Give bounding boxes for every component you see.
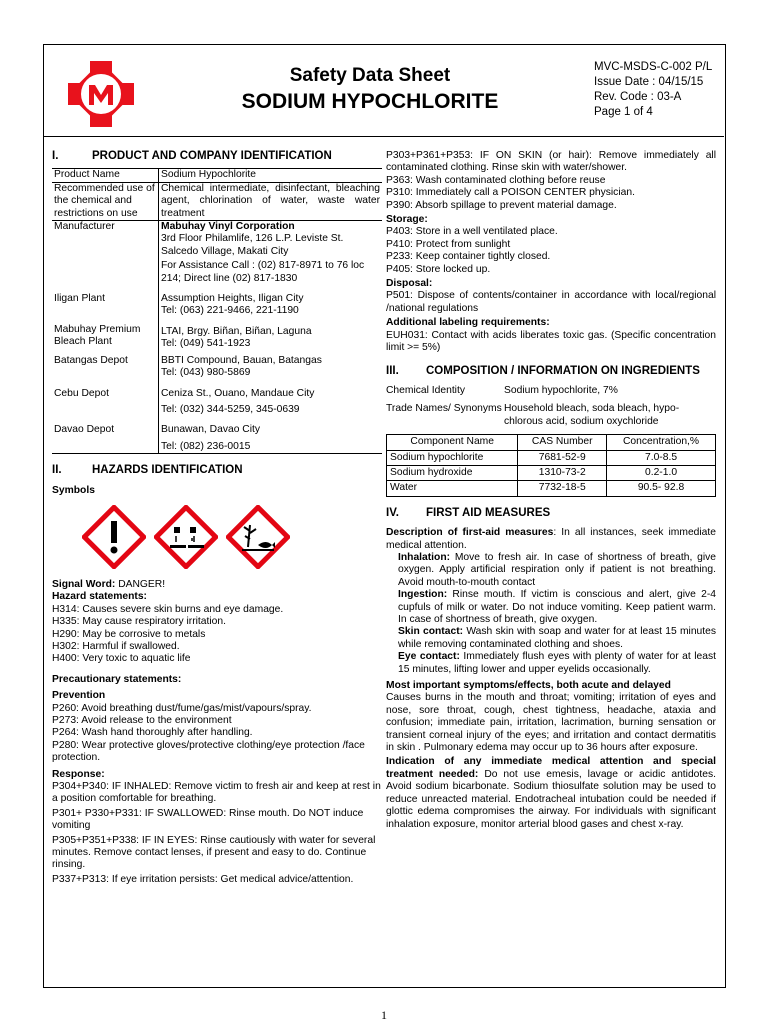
trade-names: Household bleach, soda bleach, hypo-chlorous acid, sodium oxychloride — [504, 403, 680, 427]
list-item: P405: Store locked up. — [386, 263, 491, 275]
list-item: P337+P313: If eye irritation persists: Get medical advice/attention. — [52, 873, 354, 885]
section-3-heading: III. COMPOSITION / INFORMATION ON INGREDIENTS — [386, 364, 700, 377]
table-row: Sodium hypochlorite 7681-52-9 7.0-8.5 — [387, 450, 716, 465]
list-item: P273: Avoid release to the environment — [52, 715, 232, 726]
medical-attention-text: Do not use emesis, lavage or acidic antidotes. Avoid sodium bicarbonate. Sodium thiosulfate solution may be used to reduce unreacted material. Endotracheal intubation could be needed if glottic edema compromises the airway. For individuals with significant inhalation exposure, monitor arterial blood gases and chest x-ray. — [386, 768, 716, 830]
list-item: H290: May be corrosive to metals — [52, 628, 206, 640]
first-aid-label: Description of first-aid measures — [386, 527, 554, 539]
symbols-label: Symbols — [52, 484, 95, 496]
list-item: P303+P361+P353: IF ON SKIN (or hair): Remove immediately all contaminated clothing. Rinse skin with water/shower. — [386, 150, 716, 174]
list-item: P410: Protect from sunlight — [386, 238, 511, 250]
table-row: Iligan Plant Assumption Heights, Iligan City Tel: (063) 221-9466, 221-1190 — [52, 285, 382, 318]
issue-date: Issue Date : 04/15/15 — [594, 76, 704, 88]
list-item: P304+P340: IF INHALED: Remove victim to fresh air and keep at rest in a position comfortable for breathing. — [52, 781, 381, 805]
list-item: P264: Wash hand thoroughly after handling. — [52, 727, 253, 739]
list-item: P390: Absorb spillage to prevent material damage. — [386, 199, 617, 211]
page-indicator: Page 1 of 4 — [594, 106, 653, 118]
symptoms-text: Causes burns in the mouth and throat; vomiting; irritation of eyes and nose, sore throat, cough, chest tightness, headache, ataxia and confusion; immediate pain, irritation, lacrimation, burning sensation or transient corneal injury of the eyes; and irritation and contact dermatitis in skin . Pulmonary edema may occur up to 36 hours after exposure. — [386, 692, 716, 754]
table-row: Sodium hydroxide 1310-73-2 0.2-1.0 — [387, 465, 716, 480]
signal-word: DANGER! — [118, 578, 166, 590]
composition-table — [386, 434, 716, 497]
list-item: H302: Harmful if swallowed. — [52, 640, 180, 652]
table-row: Cebu Depot Ceniza St., Ouano, Mandaue City Tel: (032) 344-5259, 345-0639 — [52, 380, 382, 417]
list-item: H400: Very toxic to aquatic life — [52, 653, 191, 665]
corrosion-icon — [154, 505, 218, 569]
medical-attention-label: Indication of any immediate medical attention and special treatment needed: — [386, 756, 716, 780]
document-meta — [594, 60, 712, 120]
title-block — [150, 64, 590, 116]
left-column — [52, 150, 382, 886]
list-item: H335: May cause respiratory irritation. — [52, 616, 226, 628]
doc-code: MVC-MSDS-C-002 P/L — [594, 61, 713, 73]
table-row: Recommended use of the chemical and restrictions on use Chemical intermediate, disinfectant, bleaching agent, chlorination of water, waste water treatment — [54, 182, 380, 219]
company-logo-icon — [62, 55, 140, 133]
additional-labeling-label: Additional labeling requirements: — [386, 317, 550, 329]
table-row: Davao Depot Bunawan, Davao City Tel: (082) 236-0015 — [52, 416, 382, 453]
product-id-table — [52, 168, 382, 454]
right-column — [386, 150, 716, 831]
list-item: Eye contact: Immediately flush eyes with plenty of water for at least 15 minutes, lifting lower and upper eyelids occasionally. — [398, 651, 716, 675]
exclamation-mark-icon — [82, 505, 146, 569]
response-label: Response: — [52, 768, 105, 780]
table-row: Batangas Depot BBTI Compound, Bauan, Batangas Tel: (043) 980-5869 — [52, 351, 382, 380]
page-number: 1 — [381, 1008, 387, 1022]
table-header-row: Component Name CAS Number Concentration,% — [387, 435, 716, 450]
hazard-statements-label: Hazard statements: — [52, 591, 147, 603]
list-item: P260: Avoid breathing dust/fume/gas/mist/vapours/spray. — [52, 702, 312, 714]
list-item: P403: Store in a well ventilated place. — [386, 226, 558, 238]
page-subtitle: SODIUM HYPOCHLORITE — [241, 90, 499, 113]
ghs-pictograms — [82, 505, 382, 569]
prevention-label: Prevention — [52, 690, 106, 702]
chem-identity-label: Chemical Identity — [386, 384, 465, 396]
list-item: Inhalation: Move to fresh air. In case of shortness of breath, give oxygen. Apply artificial respiration only if patient is not breathing. Avoid mouth-to-mouth contact — [398, 551, 716, 588]
list-item: P363: Wash contaminated clothing before reuse — [386, 174, 606, 186]
symptoms-label: Most important symptoms/effects, both acute and delayed — [386, 680, 671, 692]
environment-icon — [226, 505, 290, 569]
list-item: EUH031: Contact with acids liberates toxic gas. (Specific concentration limit >= 5%) — [386, 329, 716, 354]
trade-names-label: Trade Names/ Synonyms — [386, 403, 502, 415]
signal-word-label: Signal Word: — [52, 578, 116, 590]
storage-label: Storage: — [386, 214, 428, 226]
page-title: Safety Data Sheet — [289, 65, 451, 86]
list-item: P301+ P330+P331: IF SWALLOWED: Rinse mouth. Do NOT induce vomiting — [52, 807, 364, 832]
section-1-heading: I. PRODUCT AND COMPANY IDENTIFICATION — [52, 150, 332, 162]
precautionary-label: Precautionary statements: — [52, 673, 182, 685]
section-4-heading: IV. FIRST AID MEASURES — [386, 506, 551, 519]
list-item: P280: Wear protective gloves/protective clothing/eye protection /face protection. — [52, 739, 365, 764]
list-item: Skin contact: Wash skin with soap and water for at least 15 minutes while removing contaminated clothing and shoes. — [398, 626, 717, 650]
list-item: Ingestion: Rinse mouth. If victim is conscious and alert, give 2-4 cupfuls of milk or water. Do not induce vomiting. Keep patient warm. In case of shortness of breath, give oxygen. — [398, 589, 716, 625]
rev-code: Rev. Code : 03-A — [594, 91, 682, 103]
first-aid-desc: : In all instances, seek immediate medical attention. — [386, 527, 716, 551]
list-item: P501: Dispose of contents/container in accordance with local/regional /national regulations — [386, 290, 716, 314]
list-item: P305+P351+P338: IF IN EYES: Rinse cautiously with water for several minutes. Remove contact lenses, if present and easy to do. Continue rinsing. — [52, 834, 376, 871]
list-item: H314: Causes severe skin burns and eye damage. — [52, 603, 284, 615]
table-row: Water 7732-18-5 90.5- 92.8 — [387, 481, 716, 496]
disposal-label: Disposal: — [386, 278, 433, 290]
table-row: Manufacturer Mabuhay Vinyl Corporation 3rd Floor Philamlife, 126 L.P. Leviste St. Salcedo Village, Makati City For Assistance Call : (02) 817-8971 to 76 loc 214; Direct line (02) 817-1830 — [54, 221, 365, 284]
table-row: Product Name Sodium Hypochlorite — [52, 169, 382, 182]
list-item: P310: Immediately call a POISON CENTER physician. — [386, 187, 635, 199]
chem-identity: Sodium hypochlorite, 7% — [504, 384, 618, 396]
table-row: Mabuhay Premium Bleach Plant LTAI, Brgy. Biñan, Biñan, Laguna Tel: (049) 541-1923 — [52, 318, 382, 351]
list-item: P233: Keep container tightly closed. — [386, 251, 551, 263]
section-2-heading: II. HAZARDS IDENTIFICATION — [52, 464, 243, 477]
